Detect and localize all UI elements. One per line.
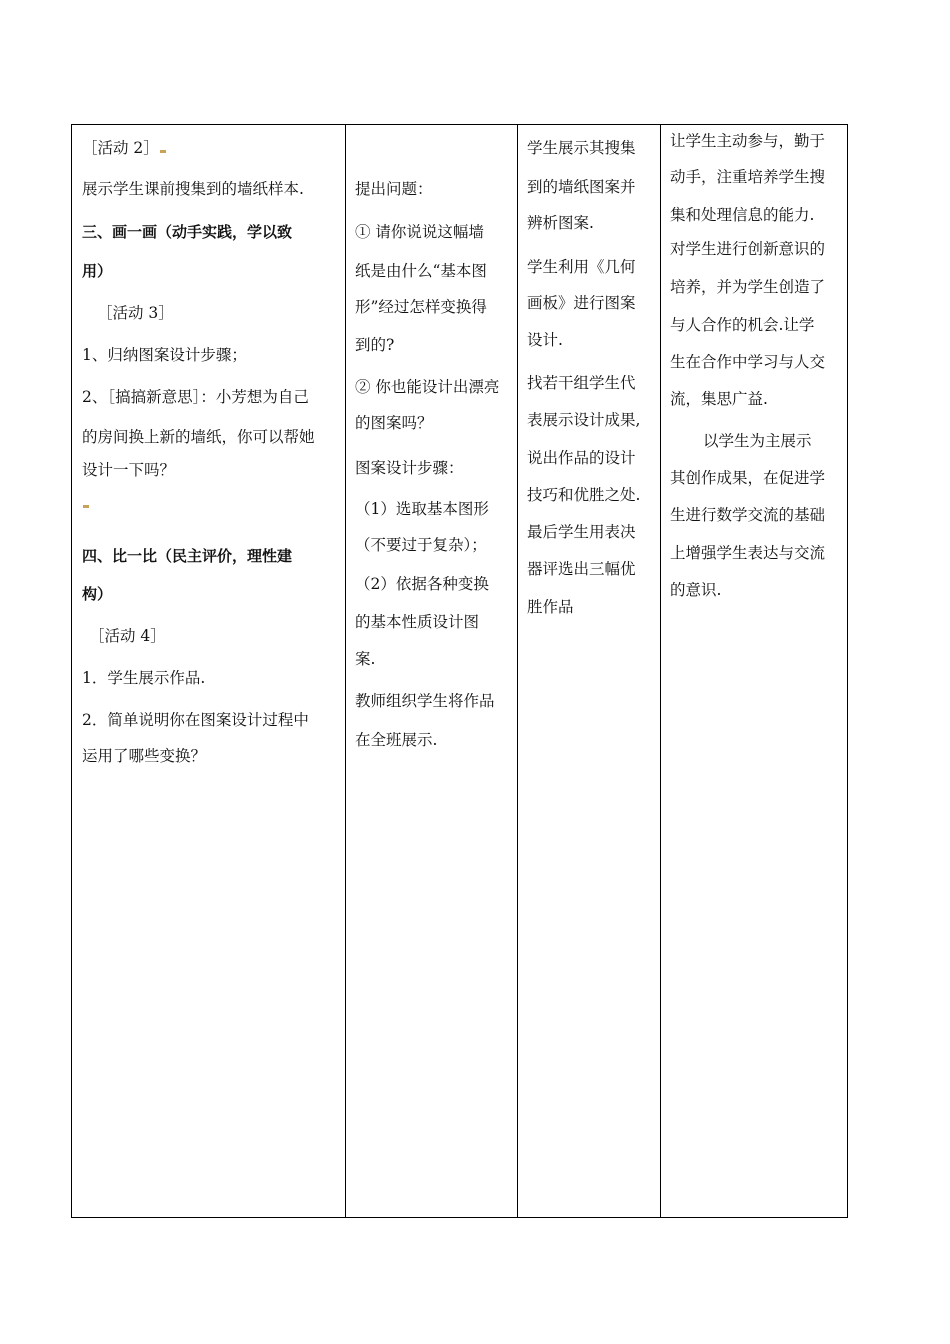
student-column	[518, 125, 660, 1217]
student-text: 最后学生用表决	[527, 523, 636, 541]
activity-4-label: ［活动 4］	[89, 627, 166, 645]
student-text: 辨析图案.	[527, 214, 594, 232]
item-1-text: 1．学生展示作品.	[82, 669, 206, 687]
design-steps-title: 图案设计步骤：	[355, 459, 464, 477]
question-1-text: ① 请你说说这幅墙	[355, 223, 484, 241]
intent-column	[661, 125, 847, 1217]
intent-text: 的意识.	[670, 581, 722, 599]
section-3-heading: 三、画一画（动手实践，学以致	[82, 223, 293, 241]
intent-text: 让学生主动参与，勤于	[670, 132, 826, 150]
design-step-2-cont: 的基本性质设计图	[355, 613, 480, 631]
ask-question-text: 提出问题：	[355, 180, 433, 198]
intent-text: 生在合作中学习与人交	[670, 353, 826, 371]
teacher-organize-text-cont: 在全班展示.	[355, 731, 438, 749]
step-2-text-cont: 设计一下吗？	[82, 461, 176, 479]
design-step-1: （1）选取基本图形	[355, 500, 489, 518]
question-1-text-cont: 到的?	[355, 336, 395, 354]
intent-text: 生进行数学交流的基础	[670, 506, 826, 524]
intent-text: 培养，并为学生创造了	[670, 278, 826, 296]
show-samples-text: 展示学生课前搜集到的墙纸样本.	[82, 180, 304, 198]
teacher-column	[346, 125, 517, 1217]
student-text: 学生展示其搜集	[527, 139, 636, 157]
student-text: 表展示设计成果,	[527, 411, 641, 429]
intent-text: 以学生为主展示	[703, 432, 812, 450]
teacher-organize-text: 教师组织学生将作品	[355, 692, 495, 710]
student-text: 到的墙纸图案并	[527, 178, 636, 196]
section-3-heading-cont: 用）	[82, 262, 113, 280]
intent-text: 上增强学生表达与交流	[670, 544, 826, 562]
design-step-1-cont: （不要过于复杂）；	[355, 536, 487, 554]
item-2-text: 2．简单说明你在图案设计过程中	[82, 711, 309, 729]
item-2-text-cont: 运用了哪些变换？	[82, 747, 207, 765]
question-2-text-cont: 的图案吗？	[355, 414, 433, 432]
intent-text: 对学生进行创新意识的	[670, 240, 826, 258]
student-text: 学生利用《几何	[527, 258, 636, 276]
design-step-2-cont: 案.	[355, 650, 376, 668]
section-4-heading-cont: 构）	[82, 585, 113, 603]
design-step-2: （2）依据各种变换	[355, 575, 489, 593]
student-text: 画板》进行图案	[527, 294, 636, 312]
student-text: 器评选出三幅优	[527, 560, 636, 578]
activity-2-label: ［活动 2］	[82, 139, 159, 157]
mark-icon	[83, 505, 89, 508]
step-2-text-cont: 的房间换上新的墙纸，你可以帮她	[82, 428, 315, 446]
student-text: 说出作品的设计	[527, 449, 636, 467]
activity-3-label: ［活动 3］	[97, 304, 174, 322]
question-1-text-cont: 纸是由什么“基本图	[355, 262, 487, 280]
question-1-text-cont: 形”经过怎样变换得	[355, 298, 487, 316]
section-4-heading: 四、比一比（民主评价，理性建	[82, 547, 293, 565]
student-text: 胜作品	[527, 598, 574, 616]
step-2-text: 2、［搞搞新意思］：小芳想为自己	[82, 388, 309, 406]
lesson-table	[71, 124, 848, 1218]
question-2-text: ② 你也能设计出漂亮	[355, 378, 500, 396]
student-text: 技巧和优胜之处.	[527, 486, 641, 504]
step-1-text: 1、归纳图案设计步骤；	[82, 346, 247, 364]
intent-text: 动手，注重培养学生搜	[670, 168, 826, 186]
intent-text: 流，集思广益.	[670, 390, 768, 408]
intent-text: 集和处理信息的能力.	[670, 206, 815, 224]
mark-icon	[160, 150, 166, 153]
content-column	[72, 125, 345, 1217]
student-text: 找若干组学生代	[527, 374, 636, 392]
intent-text: 与人合作的机会.让学	[670, 316, 815, 334]
intent-text: 其创作成果，在促进学	[670, 469, 826, 487]
student-text: 设计.	[527, 331, 563, 349]
